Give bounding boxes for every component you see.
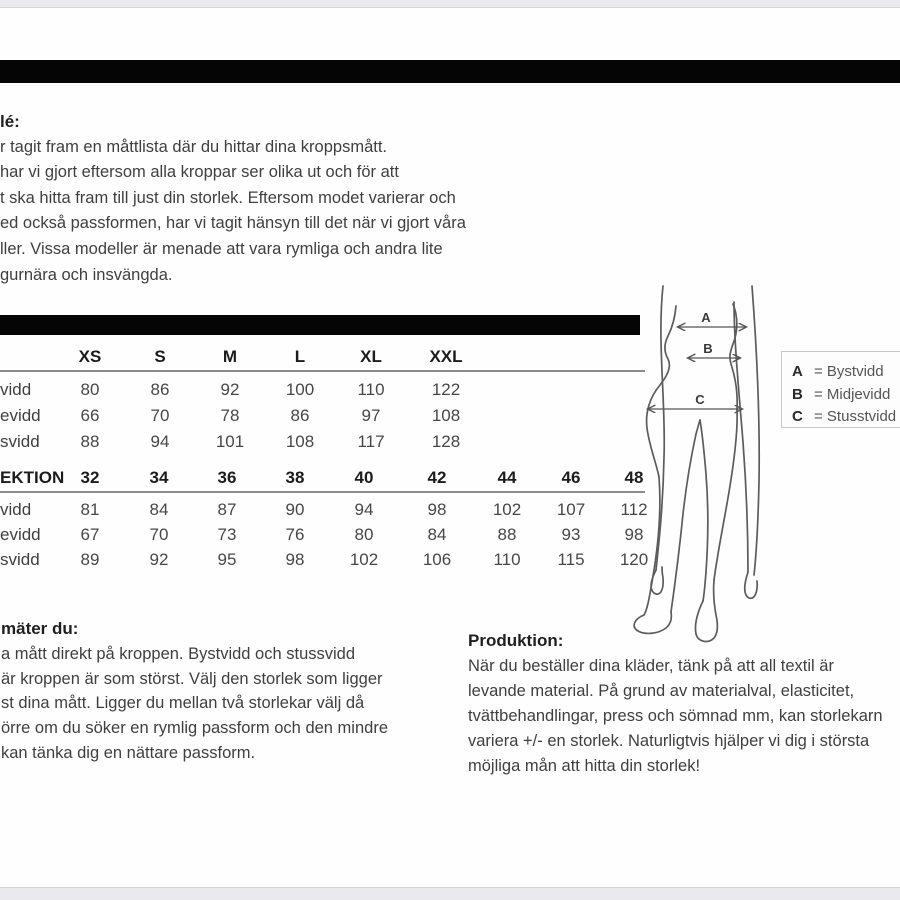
cell: 107 [556,500,586,519]
header-rule [0,491,645,493]
legend-letter: C [792,408,803,425]
cell: 90 [285,500,305,519]
table-row [0,381,645,398]
cell: 80 [354,525,374,544]
cell: 97 [361,406,381,425]
legend-name: = Bystvidd [814,363,884,380]
cell: 84 [427,525,447,544]
cell: 70 [150,406,170,425]
header-rule [0,370,645,372]
intro-line: har vi gjort eftersom alla kroppar ser olika ut och för att [0,163,399,182]
measure-guide-line: är kroppen är som störst. Välj den storlek som ligger [1,669,383,688]
column-header: M [222,347,238,366]
row-label: evidd [0,525,41,544]
cell: 66 [80,406,100,425]
column-header: 38 [285,468,305,487]
table-header-row [0,468,665,488]
cell: 67 [80,525,100,544]
intro-heading: lé: [0,112,20,131]
measure-guide-line: a mått direkt på kroppen. Bystvidd och stussvidd [1,644,356,663]
cell: 94 [150,432,170,451]
size-table-numeric [0,468,665,568]
legend-name: = Midjevidd [814,385,891,403]
legend-row [792,361,900,384]
legend-letter: B [792,385,803,403]
cell: 128 [431,432,461,451]
table-row [0,407,645,424]
row-label: svidd [0,550,40,569]
cell: 84 [149,500,169,519]
column-header: 34 [149,468,169,487]
legend-name: = Stusstvidd [814,408,897,425]
column-header: 36 [217,468,237,487]
cell: 88 [497,525,517,544]
column-header: 44 [497,468,517,487]
table-row [0,551,665,568]
column-header: 48 [624,468,644,487]
cell: 117 [357,432,385,451]
cell: 86 [150,380,170,399]
cell: 88 [80,432,100,451]
cell: 95 [217,550,237,569]
production-heading: Produktion: [468,631,564,650]
production-section [468,628,900,779]
production-line: När du beställer dina kläder, tänk på att all textil är [468,656,834,675]
cell: 102 [492,500,522,519]
measure-guide-line: örre om du söker en rymlig passform och den mindre [1,719,388,738]
cell: 70 [149,525,169,544]
measurement-guide-section [1,616,388,766]
cell: 73 [217,525,237,544]
cell: 81 [80,500,100,519]
measure-guide-heading: mäter du: [1,619,79,638]
row-label: evidd [0,406,41,425]
column-header: XXL [429,347,463,366]
column-header: L [294,347,306,366]
column-header: XL [360,347,382,366]
legend-letter: A [792,363,803,380]
intro-section [0,109,466,288]
top-black-bar [0,60,900,83]
production-line: tvättbehandlingar, press och sömnad mm, kan storlekarn [468,706,883,725]
intro-line: ller. Vissa modeller är menade att vara rymliga och andra lite [0,239,443,258]
row-label: vidd [0,500,32,519]
cell: 93 [561,525,581,544]
production-line: variera +/- en storlek. Naturligtvis hjälper vi dig i största [468,731,870,750]
legend-row [792,406,900,429]
table-row [0,501,665,518]
figure-outline [634,286,759,641]
table-row [0,526,665,543]
cell: 87 [217,500,237,519]
row-label: vidd [0,380,32,399]
arrow-label-b: B [703,341,713,356]
viewer-top-strip [0,0,900,8]
cell: 76 [285,525,305,544]
cell: 92 [220,380,240,399]
intro-line: r tagit fram en måttlista där du hittar dina kroppsmått. [0,137,388,156]
cell: 122 [431,380,461,399]
cell: 92 [149,550,169,569]
cell: 108 [431,406,461,425]
cell: 100 [285,380,315,399]
row-label: svidd [0,432,40,451]
column-header: S [154,347,166,366]
cell: 110 [493,550,521,569]
row-label-header: EKTION [0,468,65,487]
cell: 102 [349,550,379,569]
cell: 110 [357,380,385,399]
column-header: 46 [561,468,581,487]
column-header: 32 [80,468,100,487]
table-header-row [0,347,645,367]
cell: 86 [290,406,310,425]
viewer-bottom-strip [0,887,900,900]
column-header: 40 [354,468,374,487]
column-header: 42 [427,468,447,487]
cell: 120 [619,550,649,569]
cell: 78 [220,406,240,425]
table-section-black-bar [0,315,640,335]
size-table-alpha [0,347,645,450]
cell: 101 [215,432,245,451]
cell: 89 [80,550,100,569]
body-figure-illustration [630,282,780,652]
measure-guide-line: kan tänka dig en nättare passform. [1,744,256,763]
cell: 98 [624,525,644,544]
intro-line: t ska hitta fram till just din storlek. Eftersom modet varierar och [0,188,456,207]
measurement-legend [781,351,900,428]
cell: 80 [80,380,100,399]
table-row [0,433,645,450]
cell: 94 [354,500,374,519]
production-line: levande material. På grund av materialval, elasticitet, [468,681,855,700]
arrow-label-c: C [695,392,705,407]
cell: 112 [620,500,648,519]
cell: 115 [557,550,585,569]
measure-guide-line: st dina mått. Ligger du mellan två storlekar välj då [1,694,365,713]
production-line: möjliga mån att hitta din storlek! [468,756,701,775]
cell: 106 [422,550,452,569]
intro-line: ed också passformen, har vi tagit hänsyn till det när vi gjort våra [0,214,466,233]
legend-row [792,384,900,407]
cell: 98 [427,500,447,519]
cell: 98 [285,550,305,569]
cell: 108 [285,432,315,451]
arrow-label-a: A [701,310,711,325]
column-header: XS [78,347,102,366]
intro-line: gurnära och insvängda. [0,265,173,284]
